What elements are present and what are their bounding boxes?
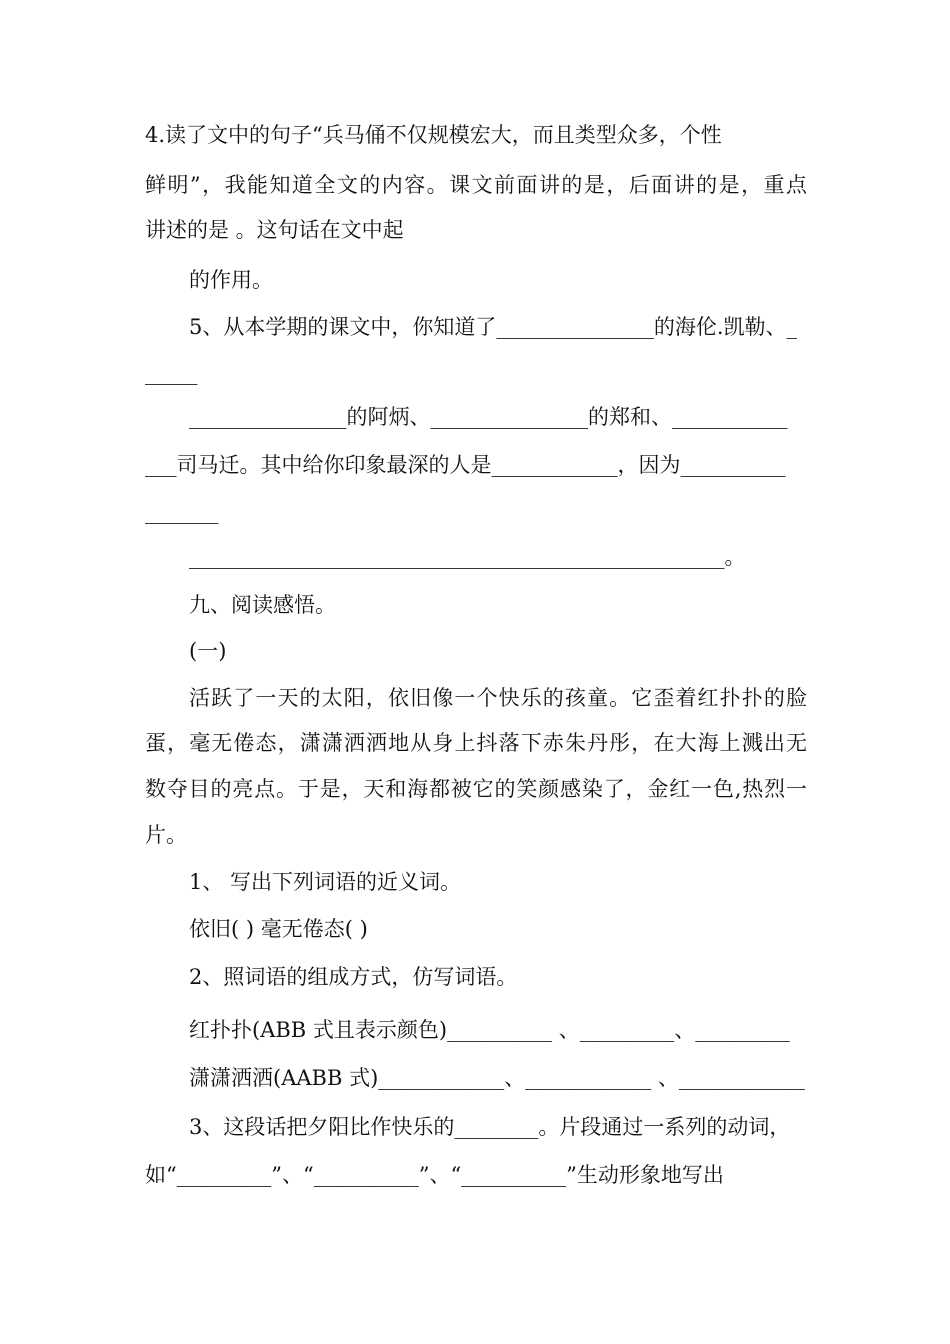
q5-line-4: ___司马迁。其中给你印象最深的人是____________，因为__________ [145, 453, 786, 477]
passage-line-3: 数夺目的亮点。于是，天和海都被它的笑颜感染了，金红一色,热烈一 [145, 777, 807, 801]
question-1-items: 依旧( ) 毫无倦态( ) [189, 917, 368, 941]
q5-line-2: _____ [145, 361, 198, 385]
q5-line-6: ___________________________________________________。 [189, 545, 746, 569]
q5-line-5: _______ [145, 500, 219, 524]
section-subtitle: (一) [189, 639, 227, 663]
q5-line-1: 5、从本学期的课文中，你知道了_______________的海伦.凯勒、_ [189, 315, 798, 339]
passage-line-4: 片。 [145, 823, 187, 847]
section-title: 九、阅读感悟。 [189, 593, 336, 617]
passage-line-2: 蛋，毫无倦态，潇潇洒洒地从身上抖落下赤朱丹彤，在大海上溅出无 [145, 731, 807, 755]
q5-line-3: _______________的阿炳、_______________的郑和、___________ [189, 405, 788, 429]
question-2-abb: 红扑扑(ABB 式且表示颜色)__________ 、_________、_________ [189, 1018, 790, 1042]
question-1: 1、 写出下列词语的近义词。 [189, 870, 462, 894]
q4-line-2: 鲜明”，我能知道全文的内容。课文前面讲的是，后面讲的是，重点 [145, 173, 807, 197]
passage-line-1: 活跃了一天的太阳，依旧像一个快乐的孩童。它歪着红扑扑的脸 [189, 686, 807, 710]
question-2: 2、照词语的组成方式，仿写词语。 [189, 965, 518, 989]
question-2-aabb: 潇潇洒洒(AABB 式)____________、____________ 、____________ [189, 1066, 805, 1090]
q4-line-4: 的作用。 [189, 268, 273, 292]
question-3-line-1: 3、这段话把夕阳比作快乐的________。片段通过一系列的动词， [189, 1115, 791, 1139]
q4-line-1: 4.读了文中的句子“兵马俑不仅规模宏大，而且类型众多，个性 [145, 123, 722, 147]
q4-line-3: 讲述的是 。这句话在文中起 [145, 218, 404, 242]
question-3-line-2: 如“_________”、“__________”、“__________”生动形象地写出 [145, 1163, 724, 1187]
